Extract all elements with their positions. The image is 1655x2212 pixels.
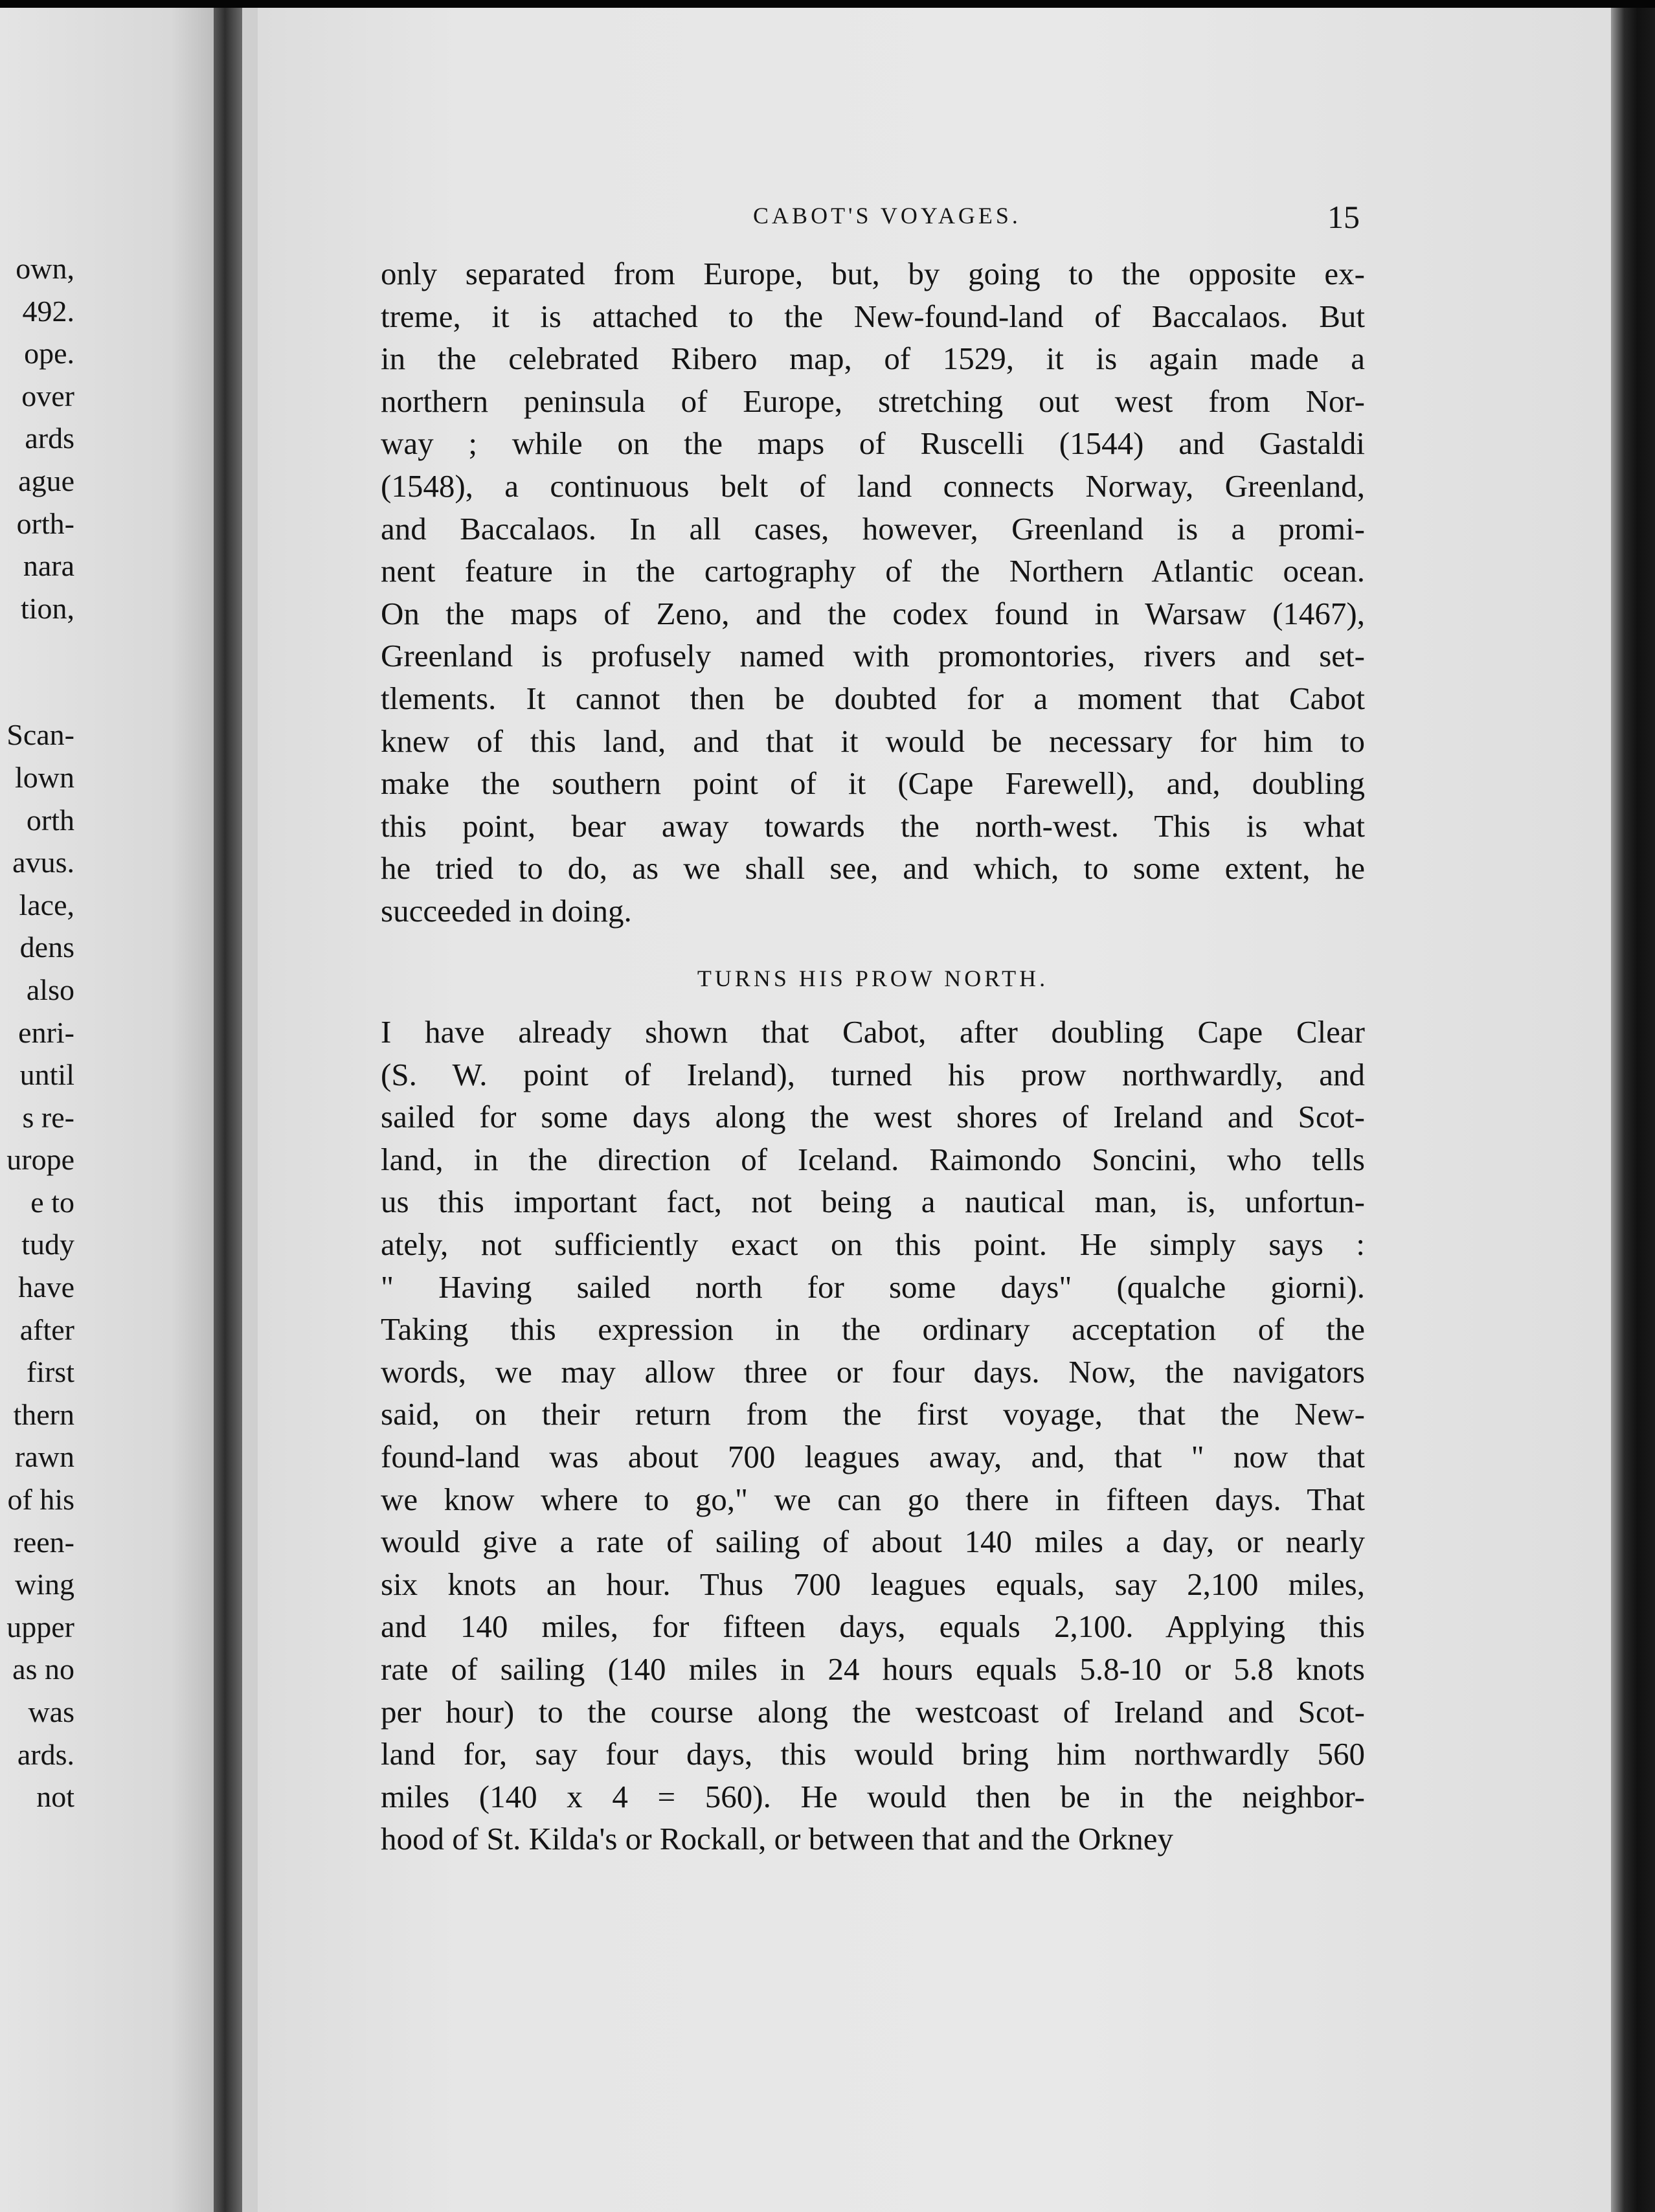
text-line: words, we may allow three or four days. Now, the navigators	[381, 1353, 1365, 1390]
facing-page-gap	[0, 629, 74, 714]
text-line: found-land was about 700 leagues away, and, that " now that	[381, 1438, 1365, 1474]
text-line: said, on their return from the first voyage, that the New-	[381, 1396, 1365, 1432]
text-line: " Having sailed north for some days" (qualche giorni).	[381, 1269, 1365, 1305]
text-line: Greenland is profusely named with promontories, rivers and set-	[381, 638, 1365, 674]
facing-page-text	[0, 247, 74, 1818]
book-gutter	[214, 8, 242, 2212]
facing-page-line: not	[36, 1780, 74, 1814]
facing-page-line: of his	[7, 1483, 74, 1517]
facing-page-line: thern	[13, 1397, 74, 1431]
facing-page-line: s re-	[22, 1100, 74, 1134]
text-line: we know where to go," we can go there in fifteen days. That	[381, 1481, 1365, 1517]
facing-page-line: dens	[19, 931, 74, 964]
text-line: northern peninsula of Europe, stretching out west from Nor-	[381, 383, 1365, 419]
section-heading: TURNS HIS PROW NORTH.	[697, 965, 1049, 991]
text-line: per hour) to the course along the westcoast of Ireland and Scot-	[381, 1693, 1365, 1730]
facing-page-line: also	[26, 973, 74, 1006]
text-line: sailed for some days along the west shores of Ireland and Scot-	[381, 1099, 1365, 1135]
text-line: this point, bear away towards the north-west. This is what	[381, 807, 1365, 844]
facing-page-line: have	[18, 1270, 74, 1304]
facing-page-line: orth	[26, 803, 74, 837]
text-line: make the southern point of it (Cape Farewell), and, doubling	[381, 765, 1365, 802]
scan-top-border	[0, 0, 1655, 8]
text-line: treme, it is attached to the New-found-land of Baccalaos. But	[381, 298, 1365, 334]
text-line: tlements. It cannot then be doubted for a moment that Cabot	[381, 680, 1365, 716]
facing-page-line: enri-	[18, 1015, 74, 1049]
paragraph-1	[381, 253, 1365, 932]
text-line: in the celebrated Ribero map, of 1529, it is again made a	[381, 341, 1365, 377]
text-line: six knots an hour. Thus 700 leagues equals, say 2,100 miles,	[381, 1566, 1365, 1602]
facing-page-line: nara	[23, 549, 74, 583]
text-line: rate of sailing (140 miles in 24 hours equals 5.8-10 or 5.8 knots	[381, 1651, 1365, 1687]
facing-page-line: lown	[15, 760, 74, 794]
facing-page-line: ague	[18, 464, 74, 497]
text-line: hood of St. Kilda's or Rockall, or between that and the Orkney	[381, 1821, 1174, 1857]
facing-page-line: ards.	[17, 1737, 74, 1771]
facing-page-line: own,	[16, 252, 74, 285]
text-line: miles (140 x 4 = 560). He would then be in the neighbor-	[381, 1778, 1365, 1814]
text-line: land, in the direction of Iceland. Raimondo Soncini, who tells	[381, 1141, 1365, 1177]
facing-page-line: orth-	[16, 506, 74, 540]
facing-page-line: Scan-	[6, 718, 74, 752]
facing-page-line: over	[21, 379, 74, 412]
text-line: On the maps of Zeno, and the codex found in Warsaw (1467),	[381, 595, 1365, 631]
running-header: CABOT'S VOYAGES.	[753, 203, 1021, 229]
page-number: 15	[1327, 199, 1360, 235]
facing-page-line: ards	[25, 422, 74, 455]
facing-page-line: 492.	[22, 294, 74, 328]
facing-page-line: was	[28, 1695, 74, 1728]
text-line: (1548), a continuous belt of land connects Norway, Greenland,	[381, 468, 1365, 504]
facing-page-line: until	[19, 1058, 74, 1092]
facing-page-line: lace,	[19, 888, 74, 921]
facing-page-line: urope	[6, 1143, 74, 1177]
facing-page-line: as no	[12, 1653, 74, 1686]
text-line: succeeded in doing.	[381, 892, 632, 929]
text-line: nent feature in the cartography of the Northern Atlantic ocean.	[381, 553, 1365, 589]
facing-page-line: upper	[6, 1610, 74, 1643]
text-line: way ; while on the maps of Ruscelli (1544) and Gastaldi	[381, 425, 1365, 462]
facing-page-line: tion,	[20, 591, 74, 625]
text-line: would give a rate of sailing of about 140 miles a day, or nearly	[381, 1524, 1365, 1560]
facing-page-line: wing	[15, 1568, 74, 1601]
facing-page-line: after	[19, 1313, 74, 1346]
text-line: Taking this expression in the ordinary acceptation of the	[381, 1311, 1365, 1348]
facing-page-left	[0, 8, 214, 2212]
facing-page-line: reen-	[13, 1525, 74, 1559]
text-line: and 140 miles, for fifteen days, equals 2,100. Applying this	[381, 1608, 1365, 1645]
text-line: ately, not sufficiently exact on this point. He simply says :	[381, 1226, 1365, 1262]
text-line: only separated from Europe, but, by going to the opposite ex-	[381, 256, 1365, 291]
paragraph-2	[381, 1011, 1365, 1860]
facing-page-line: ope.	[24, 337, 74, 370]
page-edge-right	[1611, 8, 1655, 2212]
text-line: (S. W. point of Ireland), turned his prow northwardly, and	[381, 1056, 1365, 1092]
text-line: knew of this land, and that it would be necessary for him to	[381, 723, 1365, 759]
text-line: us this important fact, not being a nautical man, is, unfortun-	[381, 1184, 1365, 1220]
facing-page-line: first	[26, 1355, 74, 1389]
facing-page-line: avus.	[12, 846, 74, 879]
text-line: land for, say four days, this would bring him northwardly 560	[381, 1736, 1365, 1772]
gutter-gap	[242, 8, 258, 2212]
facing-page-line: tudy	[21, 1228, 74, 1261]
facing-page-line: e to	[30, 1185, 74, 1219]
text-line: he tried to do, as we shall see, and which, to some extent, he	[381, 850, 1365, 886]
text-line: and Baccalaos. In all cases, however, Greenland is a promi-	[381, 510, 1365, 547]
text-line: I have already shown that Cabot, after doubling Cape Clear	[381, 1014, 1365, 1050]
facing-page-line: rawn	[15, 1440, 74, 1474]
